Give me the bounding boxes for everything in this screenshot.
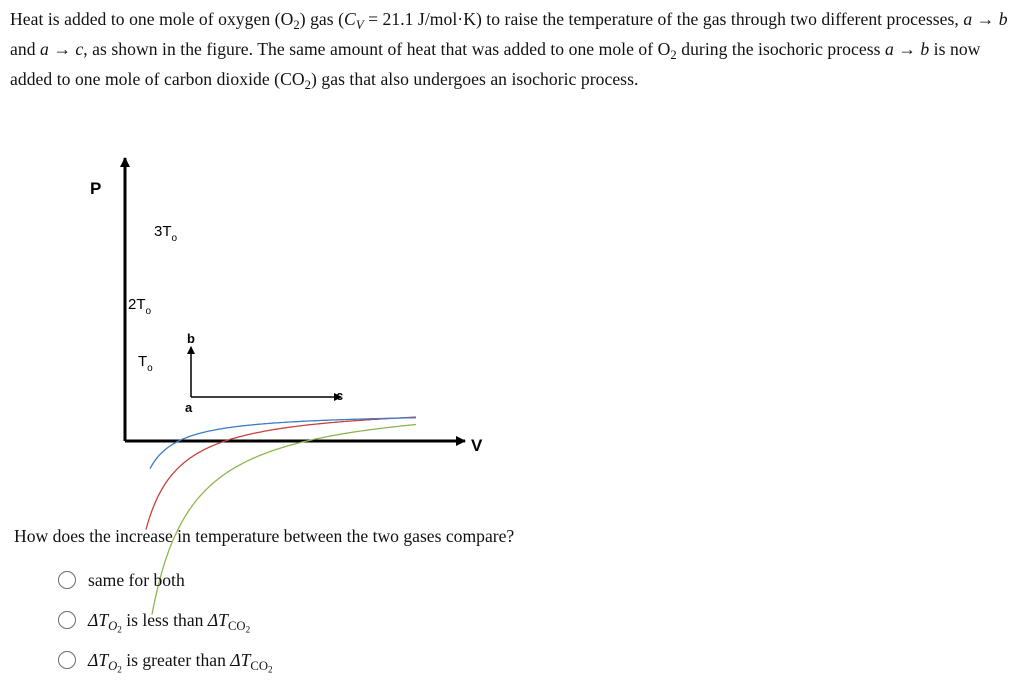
question-prompt: How does the increase in temperature between the two gases compare? [14,526,515,546]
option-greater-than[interactable] [58,640,273,680]
answer-options [58,560,273,680]
isotherm-2to-label: $2T_o$ [128,296,152,317]
option-less-than[interactable] [58,600,273,640]
isotherm-to [150,418,416,469]
p-axis-label: P [90,179,102,198]
isotherm-3to-label: $3T_o$ [154,223,178,244]
isotherm-2to [146,417,416,529]
point-b-label: b [187,331,195,346]
radio-button[interactable] [58,611,76,629]
question-text: Heat is added to one mole of oxygen $(O_2)$ gas ($C_V = 21.1$ J/mol·K) to raise the temperature of the gas through two different processes, a → b and a → c, as shown in the figure. The same amount of heat that was added to one mole of $O_2$ during the isochoric process a → b is now added to one mole of carbon dioxide $(CO_2)$ gas that also undergoes an isochoric process. [10,9,1008,92]
isotherm-to-label: $T_o$ [138,353,153,374]
radio-button[interactable] [58,651,76,669]
option-label: $\Delta T_{O_2}$ is less than $\Delta T_{CO_2}$ [88,610,251,635]
option-same-for-both[interactable] [58,560,273,600]
point-a-label: a [185,400,193,415]
radio-button[interactable] [58,571,76,589]
v-axis-label: V [471,436,483,455]
option-label: same for both [88,570,185,590]
point-c-label: c [336,388,344,403]
option-label: $\Delta T_{O_2}$ is greater than $\Delta T_{CO_2}$ [88,650,273,675]
